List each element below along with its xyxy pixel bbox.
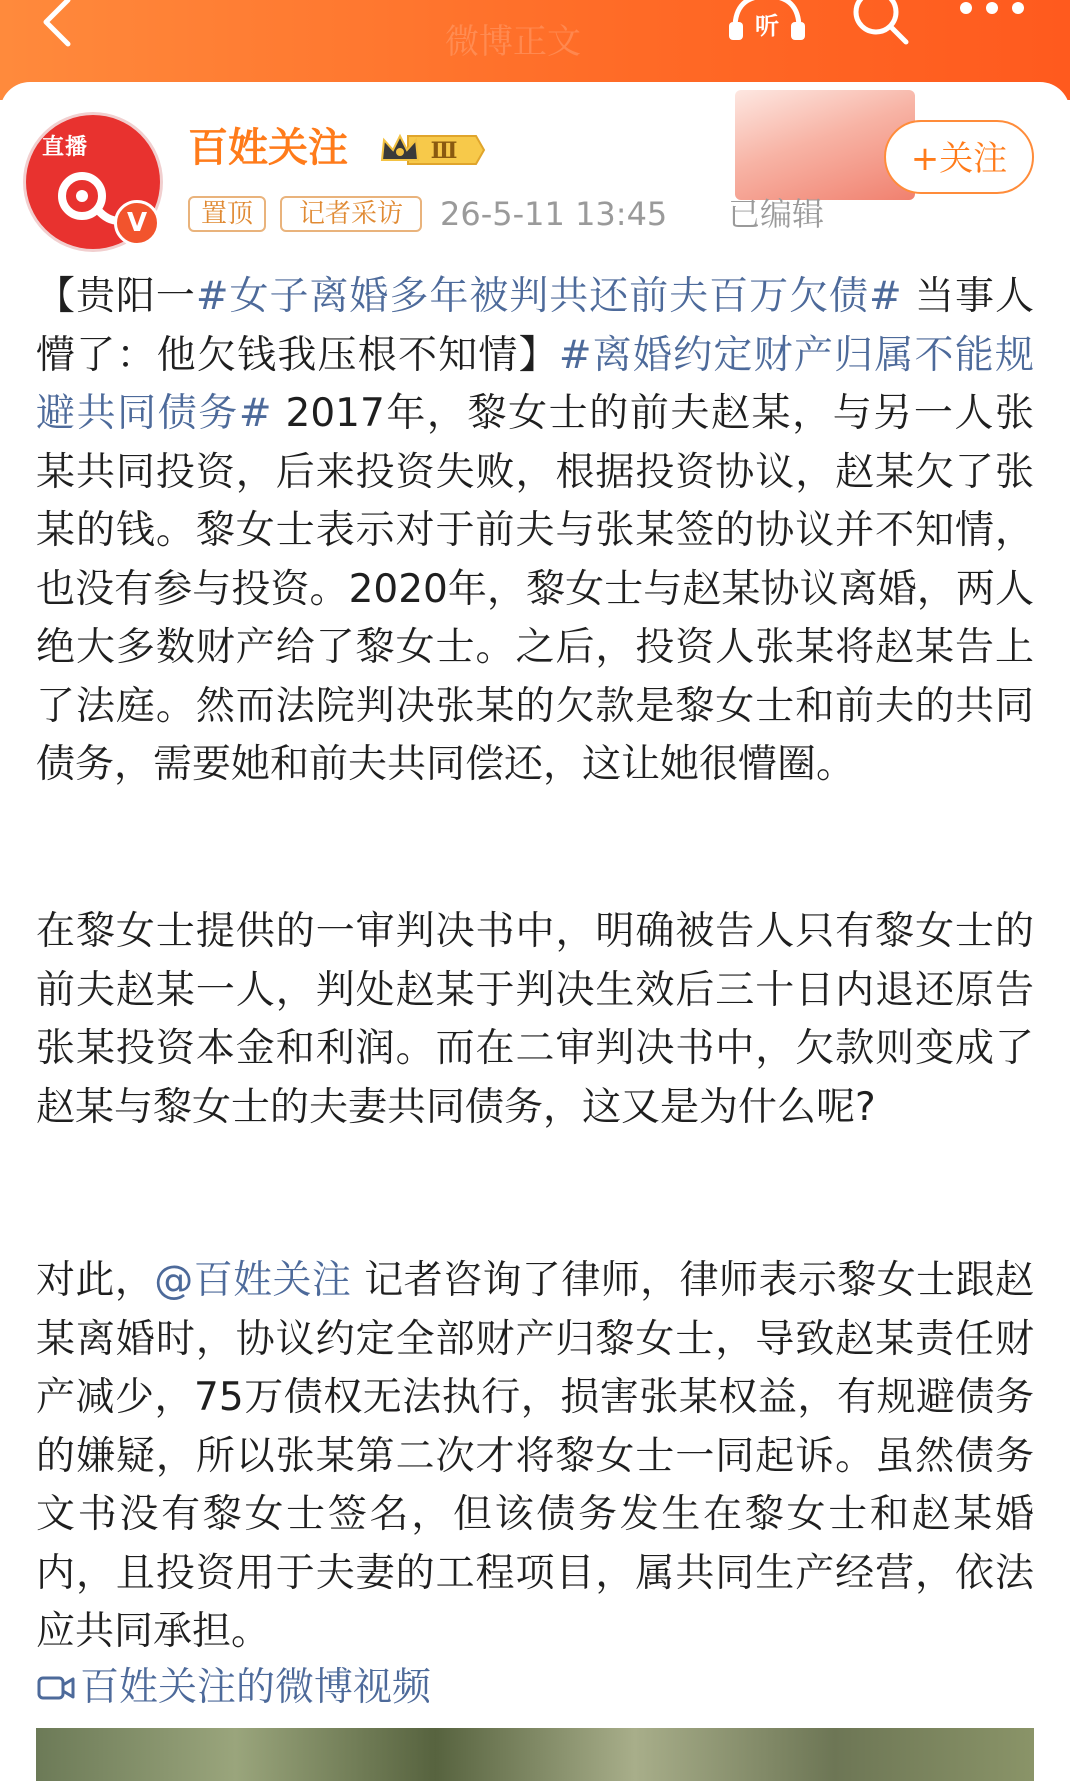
search-icon[interactable] (848, 0, 912, 48)
post-text-segment: 对此， (36, 1258, 155, 1303)
edited-label[interactable]: 已编辑 (728, 195, 825, 233)
back-arrow-icon[interactable] (30, 0, 90, 52)
post-paragraph-3 (36, 1252, 1034, 1662)
avatar-live-label: 直播 (42, 135, 89, 160)
crown-level-icon[interactable] (378, 130, 486, 170)
listen-icon[interactable] (725, 0, 809, 44)
topic-link-1[interactable]: #女子离婚多年被判共还前夫百万欠债# (195, 274, 902, 319)
mention-link[interactable]: @百姓关注 (154, 1258, 352, 1303)
more-icon[interactable] (952, 0, 1032, 34)
topic-link-2[interactable]: #离婚约定财产归属不能规避共同债务# (36, 332, 1034, 436)
post-text-segment: 【贵阳一 (36, 274, 196, 319)
post-paragraph-1 (36, 268, 1034, 795)
post-text-segment: 当事人懵了：他欠钱我压根不知情】 (36, 274, 1034, 378)
post-text-segment: 2017年，黎女士的前夫赵某，与另一人张某共同投资，后来投资失败，根据投资协议，赵某欠了张某的钱。黎女士表示对于前夫与张某签的协议并不知情，也没有参与投资。2020年，黎女士与赵某协议离婚，两人绝大多数财产给了黎女士。之后，投资人张某将赵某告上了法庭。然而法院判决张某的欠款是黎女士和前夫的共同债务，需要她和前夫共同偿还，这让她很懵圈。 (36, 391, 1034, 787)
pinned-tag: 置顶 (188, 196, 266, 232)
video-link-label: 百姓关注的微博视频 (80, 1665, 432, 1710)
video-thumbnail[interactable] (36, 1728, 1034, 1781)
post-paragraph-2: 在黎女士提供的一审判决书中，明确被告人只有黎女士的前夫赵某一人，判处赵某于判决生效后三十日内退还原告张某投资本金和利润。而在二审判决书中，欠款则变成了赵某与黎女士的夫妻共同债务，这又是为什么呢? (36, 909, 1034, 1130)
nav-title: 微博正文 (445, 22, 581, 62)
author-name[interactable]: 百姓关注 (188, 125, 348, 171)
interview-tag[interactable]: 记者采访 (280, 196, 422, 232)
post-timestamp: 26-5-11 13:45 (440, 195, 668, 233)
video-camera-icon (36, 1671, 76, 1705)
post-text-segment: 记者咨询了律师，律师表示黎女士跟赵某离婚时，协议约定全部财产归黎女士，导致赵某责任财产减少，75万债权无法执行，损害张某权益，有规避债务的嫌疑，所以张某第二次才将黎女士一同起诉。虽然债务文书没有黎女士签名，但该债务发生在黎女士和赵某婚内，且投资用于夫妻的工程项目，属共同生产经营，依法应共同承担。 (36, 1258, 1034, 1654)
follow-button[interactable]: +关注 (884, 120, 1034, 194)
svg-text:听: 听 (755, 12, 779, 40)
verified-badge: V (114, 200, 160, 246)
level-label: Ⅲ (430, 138, 458, 164)
video-link[interactable] (36, 1660, 431, 1716)
